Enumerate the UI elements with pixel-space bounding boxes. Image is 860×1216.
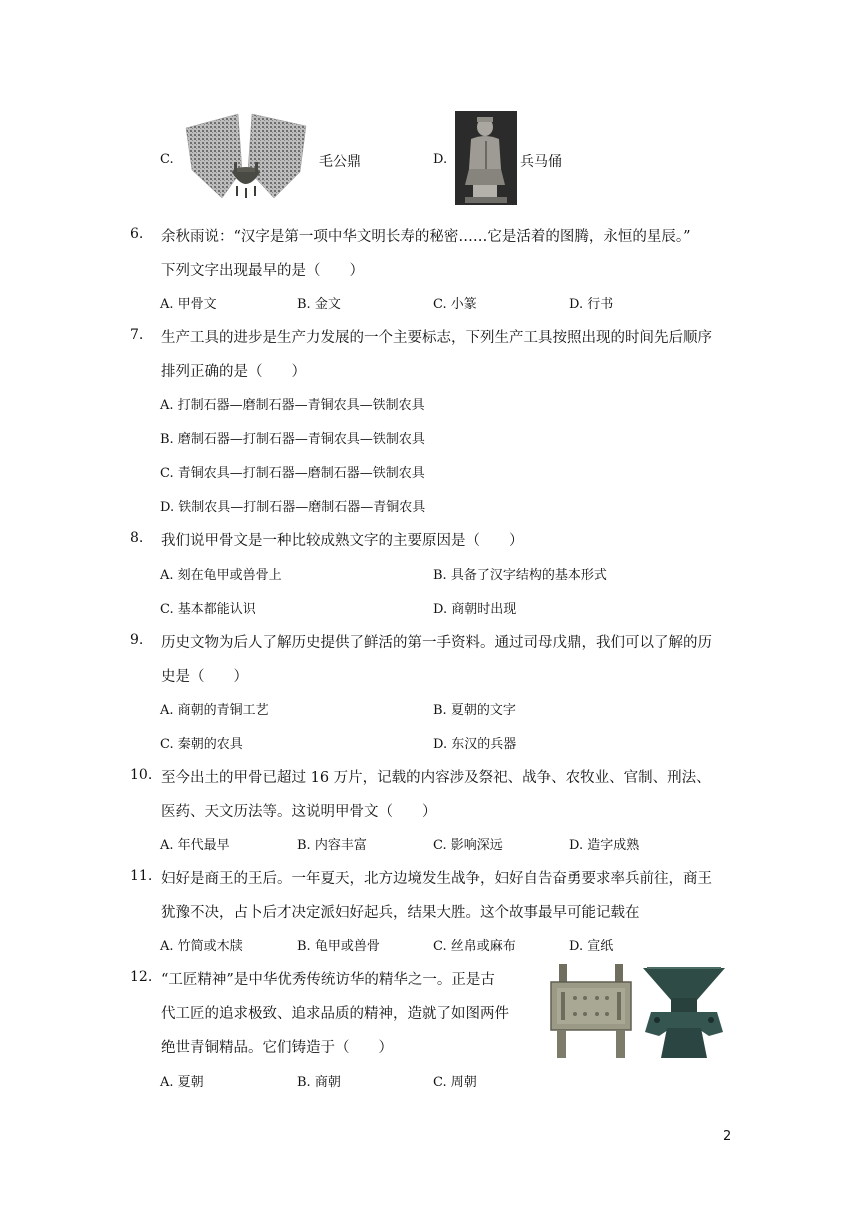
- question-10-line-1: 至今出土的甲骨已超过 16 万片，记载的内容涉及祭祀、战争、农牧业、官制、刑法、: [161, 770, 711, 786]
- question-7-option-c: C. 青铜农具—打制石器—磨制石器—铁制农具: [160, 466, 425, 481]
- question-12-option-c: C. 周朝: [433, 1075, 477, 1090]
- question-11-option-c: C. 丝帛或麻布: [433, 939, 516, 954]
- page-number: 2: [723, 1129, 732, 1144]
- question-7-line-2: 排列正确的是（ ）: [161, 364, 306, 380]
- question-6-option-d: D. 行书: [569, 297, 614, 312]
- question-8-line-1: 我们说甲骨文是一种比较成熟文字的主要原因是（ ）: [161, 533, 524, 549]
- question-12-number: 12.: [130, 969, 153, 985]
- zun-vessel-image: [637, 966, 731, 1060]
- maogong-ding-image: [182, 110, 310, 200]
- question-8-option-b: B. 具备了汉字结构的基本形式: [433, 568, 607, 583]
- question-11-line-2: 犹豫不决，占卜后才决定派妇好起兵，结果大胜。这个故事最早可能记载在: [161, 905, 640, 921]
- question-11-line-1: 妇好是商王的王后。一年夏天，北方边境发生战争，妇好自告奋勇要求率兵前往，商王: [161, 871, 712, 887]
- question-8-option-c: C. 基本都能认识: [160, 602, 256, 617]
- question-9-line-2: 史是（ ）: [161, 669, 248, 685]
- question-9-number: 9.: [130, 632, 144, 648]
- q5-option-d-label: D.: [433, 152, 448, 167]
- question-8-number: 8.: [130, 530, 144, 546]
- square-ding-image: [545, 964, 637, 1060]
- question-12-line-2: 代工匠的追求极致、追求品质的精神，造就了如图两件: [161, 1006, 509, 1022]
- question-12-option-a: A. 夏朝: [160, 1075, 204, 1090]
- question-6-option-c: C. 小篆: [433, 297, 477, 312]
- question-10-option-c: C. 影响深远: [433, 838, 503, 853]
- question-6-line-1: 余秋雨说：“汉字是第一项中华文明长寿的秘密……它是活着的图腾，永恒的星辰。”: [161, 229, 691, 245]
- question-8-option-d: D. 商朝时出现: [433, 602, 517, 617]
- question-6-option-a: A. 甲骨文: [160, 297, 217, 312]
- question-12-line-3: 绝世青铜精品。它们铸造于（ ）: [161, 1040, 393, 1056]
- question-11-option-d: D. 宣纸: [569, 939, 614, 954]
- question-10-option-b: B. 内容丰富: [297, 838, 367, 853]
- question-11-option-a: A. 竹简或木牍: [160, 939, 243, 954]
- question-10-number: 10.: [130, 767, 153, 783]
- q5-option-c-caption: 毛公鼎: [319, 154, 361, 170]
- question-12-line-1: “工匠精神”是中华优秀传统访华的精华之一。正是古: [161, 972, 495, 988]
- question-6-line-2: 下列文字出现最早的是（ ）: [161, 263, 364, 279]
- terracotta-warrior-image: [455, 111, 517, 205]
- question-7-number: 7.: [130, 327, 144, 343]
- question-10-option-a: A. 年代最早: [160, 838, 230, 853]
- q5-option-c-label: C.: [160, 152, 174, 167]
- question-9-option-c: C. 秦朝的农具: [160, 737, 243, 752]
- question-6-option-b: B. 金文: [297, 297, 341, 312]
- question-6-number: 6.: [130, 226, 144, 242]
- question-7-option-b: B. 磨制石器—打制石器—青铜农具—铁制农具: [160, 432, 425, 447]
- question-10-line-2: 医药、天文历法等。这说明甲骨文（ ）: [161, 804, 437, 820]
- question-7-option-a: A. 打制石器—磨制石器—青铜农具—铁制农具: [160, 398, 425, 413]
- question-9-option-a: A. 商朝的青铜工艺: [160, 703, 269, 718]
- question-11-number: 11.: [130, 868, 153, 884]
- question-8-option-a: A. 刻在龟甲或兽骨上: [160, 568, 282, 583]
- question-9-line-1: 历史文物为后人了解历史提供了鲜活的第一手资料。通过司母戊鼎，我们可以了解的历: [161, 635, 712, 651]
- question-7-line-1: 生产工具的进步是生产力发展的一个主要标志，下列生产工具按照出现的时间先后顺序: [161, 330, 712, 346]
- q5-option-d-caption: 兵马俑: [520, 154, 562, 170]
- question-10-option-d: D. 造字成熟: [569, 838, 640, 853]
- question-12-option-b: B. 商朝: [297, 1075, 341, 1090]
- question-9-option-d: D. 东汉的兵器: [433, 737, 517, 752]
- question-9-option-b: B. 夏朝的文字: [433, 703, 516, 718]
- question-11-option-b: B. 龟甲或兽骨: [297, 939, 380, 954]
- question-7-option-d: D. 铁制农具—打制石器—磨制石器—青铜农具: [160, 500, 426, 515]
